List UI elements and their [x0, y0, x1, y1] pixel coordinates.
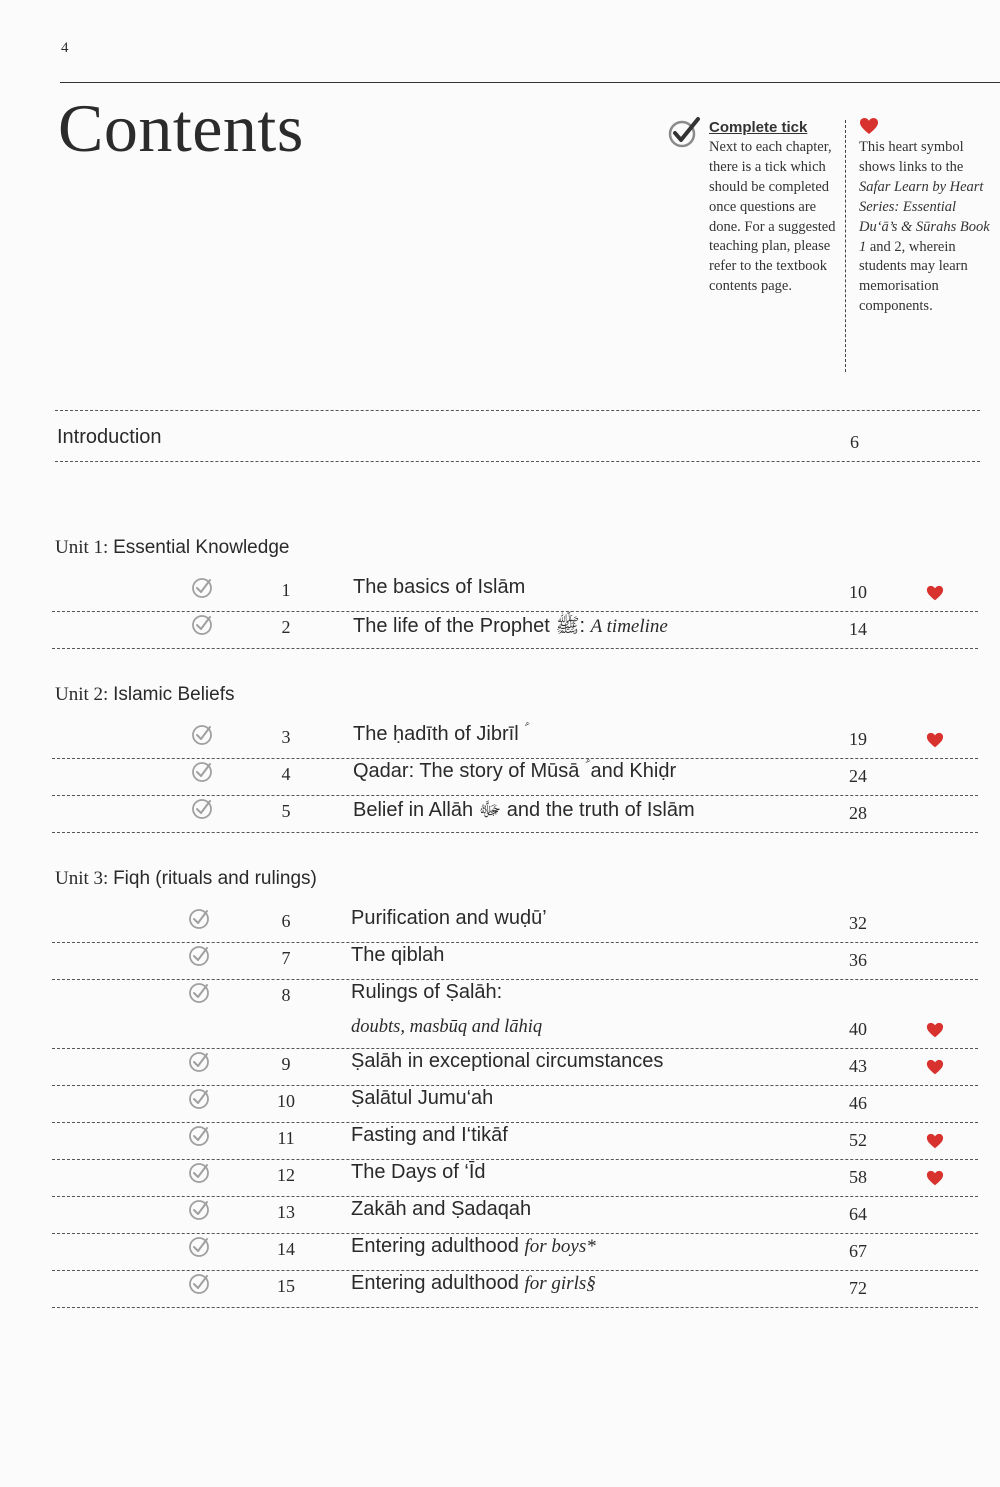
chapter-row[interactable]: [0, 795, 1000, 832]
chapter-page: 10: [849, 582, 867, 602]
chapter-number: 11: [277, 1128, 295, 1148]
unit-heading: [55, 684, 234, 706]
unit-name: Islamic Beliefs: [113, 684, 235, 705]
header-rule: [60, 82, 1000, 83]
chapter-title[interactable]: [351, 1235, 596, 1258]
complete-tick-icon[interactable]: [188, 982, 210, 1004]
chapter-page: 64: [849, 1204, 867, 1224]
chapter-page: 72: [849, 1278, 867, 1298]
complete-tick-icon[interactable]: [191, 614, 213, 636]
chapter-title-text: The Days of ‘Īd: [351, 1161, 486, 1183]
heart-legend: [859, 138, 994, 317]
chapter-title-text: The ḥadīth of Jibrīl ؑ: [353, 723, 525, 745]
chapter-title-text: Belief in Allāh ﷻ and the truth of Islām: [353, 799, 695, 821]
chapter-page: 28: [849, 803, 867, 823]
chapter-number: 5: [281, 801, 291, 821]
unit-prefix: Unit 3:: [55, 868, 114, 889]
chapter-number: 1: [281, 580, 291, 600]
complete-tick-icon: [667, 115, 701, 149]
chapter-row[interactable]: [0, 1159, 1000, 1196]
chapter-title[interactable]: [351, 981, 502, 1004]
complete-tick-icon[interactable]: [188, 945, 210, 967]
unit-heading: [55, 868, 317, 890]
chapter-number: 14: [277, 1239, 295, 1259]
chapter-title-text: Purification and wuḍū’: [351, 907, 547, 929]
chapter-row[interactable]: [0, 1233, 1000, 1270]
divider: [55, 461, 980, 462]
heart-legend-text-end: and 2, wherein students may learn memorisation components.: [859, 238, 968, 315]
chapter-row[interactable]: [0, 1270, 1000, 1307]
chapter-title-italic: A timeline: [590, 616, 668, 637]
chapter-title-text: The life of the Prophet ﷺ:: [353, 615, 591, 637]
chapter-row[interactable]: [0, 1196, 1000, 1233]
chapter-row[interactable]: [0, 905, 1000, 942]
chapter-number: 13: [277, 1202, 295, 1222]
chapter-page: 40: [849, 1019, 867, 1039]
complete-tick-icon[interactable]: [188, 1236, 210, 1258]
chapter-title[interactable]: [351, 1050, 663, 1073]
complete-tick-icon[interactable]: [191, 761, 213, 783]
complete-tick-icon[interactable]: [188, 1088, 210, 1110]
tick-legend: [709, 118, 841, 297]
chapter-title-text: Zakāh and Ṣadaqah: [351, 1198, 532, 1220]
chapter-number: 7: [281, 948, 291, 968]
chapter-title-text: Entering adulthood: [351, 1272, 525, 1294]
chapter-row[interactable]: [0, 721, 1000, 758]
complete-tick-icon[interactable]: [188, 1051, 210, 1073]
chapter-page: 36: [849, 950, 867, 970]
chapter-page: 32: [849, 913, 867, 933]
chapter-row[interactable]: [0, 1122, 1000, 1159]
chapter-title[interactable]: [351, 1272, 596, 1295]
chapter-title-italic: for girls§: [524, 1273, 596, 1294]
unit-name: Essential Knowledge: [113, 537, 290, 558]
heart-icon: [926, 1133, 944, 1149]
chapter-title[interactable]: [351, 944, 444, 967]
chapter-title[interactable]: [351, 1161, 486, 1184]
chapter-number: 9: [281, 1054, 291, 1074]
complete-tick-icon[interactable]: [188, 1199, 210, 1221]
complete-tick-icon[interactable]: [188, 908, 210, 930]
row-divider: [52, 1307, 978, 1308]
chapter-title-text: Fasting and I‘tikāf: [351, 1124, 508, 1146]
chapter-page: 67: [849, 1241, 867, 1261]
chapter-title[interactable]: [351, 1087, 493, 1110]
divider: [55, 410, 980, 411]
chapter-title[interactable]: [353, 613, 668, 642]
heart-icon: [926, 1022, 944, 1038]
page-title: Contents: [58, 90, 304, 166]
chapter-page: 14: [849, 619, 867, 639]
heart-icon: [926, 1059, 944, 1075]
complete-tick-icon[interactable]: [191, 724, 213, 746]
heart-legend-text: This heart symbol shows links to the: [859, 139, 964, 175]
chapter-number: 4: [281, 764, 291, 784]
chapter-title-italic: for boys*: [524, 1236, 596, 1257]
heart-icon: [926, 585, 944, 601]
chapter-title[interactable]: [351, 1124, 508, 1147]
chapter-title-text: The qiblah: [351, 944, 445, 966]
complete-tick-icon[interactable]: [191, 798, 213, 820]
chapter-page: 24: [849, 766, 867, 786]
chapter-number: 6: [281, 911, 291, 931]
chapter-page: 46: [849, 1093, 867, 1113]
chapter-title-text: The basics of Islām: [353, 576, 526, 598]
chapter-number: 15: [277, 1276, 295, 1296]
chapter-number: 8: [281, 985, 291, 1005]
introduction-page: 6: [850, 432, 859, 452]
tick-legend-heading: Complete tick: [709, 119, 808, 136]
complete-tick-icon[interactable]: [191, 577, 213, 599]
unit-prefix: Unit 2:: [55, 684, 114, 705]
chapter-title-text: Rulings of Ṣalāh:: [351, 981, 503, 1003]
heart-icon: [926, 1170, 944, 1186]
chapter-number: 2: [281, 617, 291, 637]
chapter-number: 10: [277, 1091, 295, 1111]
chapter-title[interactable]: [351, 1198, 531, 1221]
chapter-row[interactable]: [0, 942, 1000, 979]
chapter-title-text: Ṣalātul Jumu‘ah: [351, 1087, 494, 1109]
complete-tick-icon[interactable]: [188, 1162, 210, 1184]
unit-heading: [55, 537, 289, 559]
chapter-row[interactable]: [0, 979, 1000, 1048]
tick-legend-text: Next to each chapter, there is a tick which should be completed once questions are done. For a suggested teaching plan, please refer to the textbook contents page.: [709, 138, 836, 295]
chapter-number: 3: [281, 727, 291, 747]
chapter-title-text: Entering adulthood: [351, 1235, 525, 1257]
chapter-title[interactable]: [353, 797, 695, 826]
row-divider: [52, 832, 978, 833]
chapter-page: 43: [849, 1056, 867, 1076]
row-divider: [52, 648, 978, 649]
introduction-label[interactable]: Introduction: [57, 426, 162, 448]
chapter-row[interactable]: [0, 1085, 1000, 1122]
chapter-number: 12: [277, 1165, 295, 1185]
chapter-row[interactable]: [0, 611, 1000, 648]
chapter-title[interactable]: [353, 576, 525, 599]
heart-legend-series: Safar Learn by Heart Series: Essential Du‘ā’s & Sūrahs Book 1: [859, 178, 990, 255]
chapter-title[interactable]: [351, 907, 547, 930]
chapter-title[interactable]: [353, 760, 676, 783]
chapter-title-text: Qadar: The story of Mūsā ؑ and Khiḍr: [353, 760, 677, 782]
unit-prefix: Unit 1:: [55, 537, 114, 558]
chapter-row[interactable]: [0, 758, 1000, 795]
chapter-row[interactable]: [0, 574, 1000, 611]
chapter-title-text: Ṣalāh in exceptional circumstances: [351, 1050, 664, 1072]
chapter-page: 52: [849, 1130, 867, 1150]
chapter-page: 58: [849, 1167, 867, 1187]
unit-name: Fiqh (rituals and rulings): [113, 868, 317, 889]
complete-tick-icon[interactable]: [188, 1125, 210, 1147]
chapter-row[interactable]: [0, 1048, 1000, 1085]
complete-tick-icon[interactable]: [188, 1273, 210, 1295]
legend-divider: [845, 120, 846, 372]
heart-icon: [926, 732, 944, 748]
chapter-title[interactable]: [353, 723, 524, 746]
page-number: 4: [61, 40, 69, 56]
chapter-subtitle: doubts, masbūq and lāhiq: [351, 1017, 543, 1037]
heart-icon: [859, 117, 879, 135]
chapter-page: 19: [849, 729, 867, 749]
